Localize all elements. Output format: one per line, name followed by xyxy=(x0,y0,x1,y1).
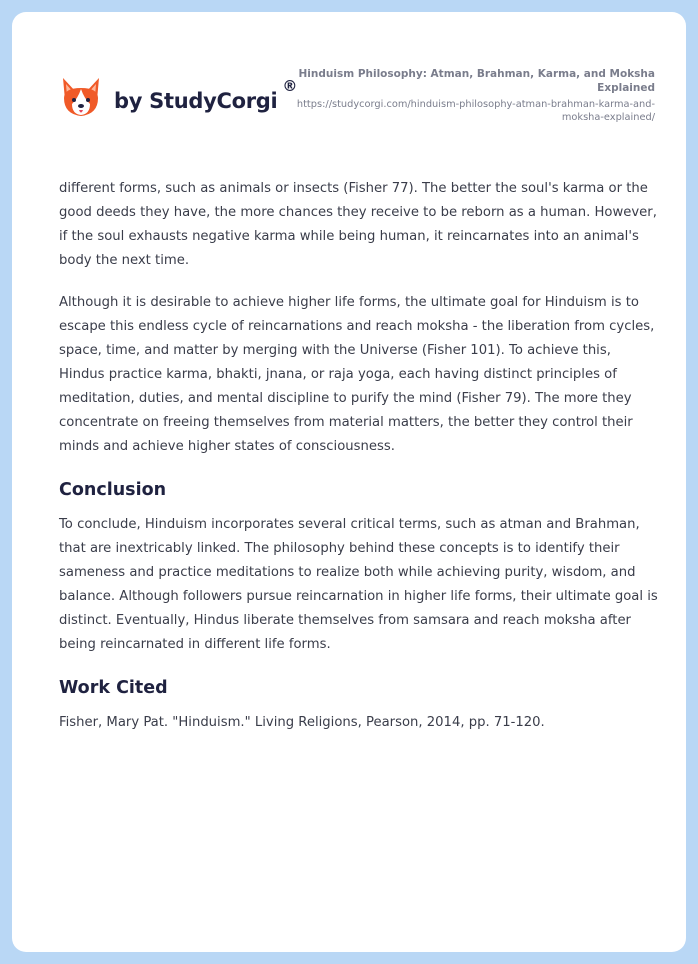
document-meta xyxy=(295,67,655,124)
corgi-logo-icon xyxy=(60,76,102,120)
body-paragraph: different forms, such as animals or insects (Fisher 77). The better the soul's karma or the good deeds they have, the more chances they receive to be reborn as a human. However, if the soul exhausts negative karma while being human, it reincarnates into an animal's body the next time. xyxy=(59,181,657,268)
conclusion-paragraph: To conclude, Hinduism incorporates several critical terms, such as atman and Brahman, that are inextricably linked. The philosophy behind these concepts is to identify their sameness and practice meditations to realize both while achieving purity, wisdom, and balance. Although followers pursue reincarnation in higher life forms, their ultimate goal is distinct. Eventually, Hindus liberate themselves from samsara and reach moksha after being reincarnated in different life forms. xyxy=(59,517,658,652)
registered-mark: ® xyxy=(282,77,298,95)
document-page xyxy=(12,12,686,952)
document-title: Hinduism Philosophy: Atman, Brahman, Karma, and Moksha Explained xyxy=(298,68,655,94)
document-url[interactable]: https://studycorgi.com/hinduism-philosophy-atman-brahman-karma-and-moksha-explained/ xyxy=(296,99,655,123)
conclusion-heading: Conclusion xyxy=(59,480,167,500)
body-paragraph: Although it is desirable to achieve higher life forms, the ultimate goal for Hinduism is to escape this endless cycle of reincarnations and reach moksha - the liberation from cycles, space, time, and matter by merging with the Universe (Fisher 101). To achieve this, Hindus practice karma, bhakti, jnana, or raja yoga, each having distinct principles of meditation, duties, and mental discipline to purify the mind (Fisher 79). The more they concentrate on freeing themselves from material matters, the better they control their minds and achieve higher states of consciousness. xyxy=(59,295,655,454)
logo-text: by StudyCorgi xyxy=(114,89,278,113)
document-body xyxy=(59,177,659,753)
works-cited-entry: Fisher, Mary Pat. "Hinduism." Living Religions, Pearson, 2014, pp. 71-120. xyxy=(59,715,545,730)
works-cited-heading: Work Cited xyxy=(59,678,168,698)
studycorgi-logo[interactable] xyxy=(60,76,297,120)
